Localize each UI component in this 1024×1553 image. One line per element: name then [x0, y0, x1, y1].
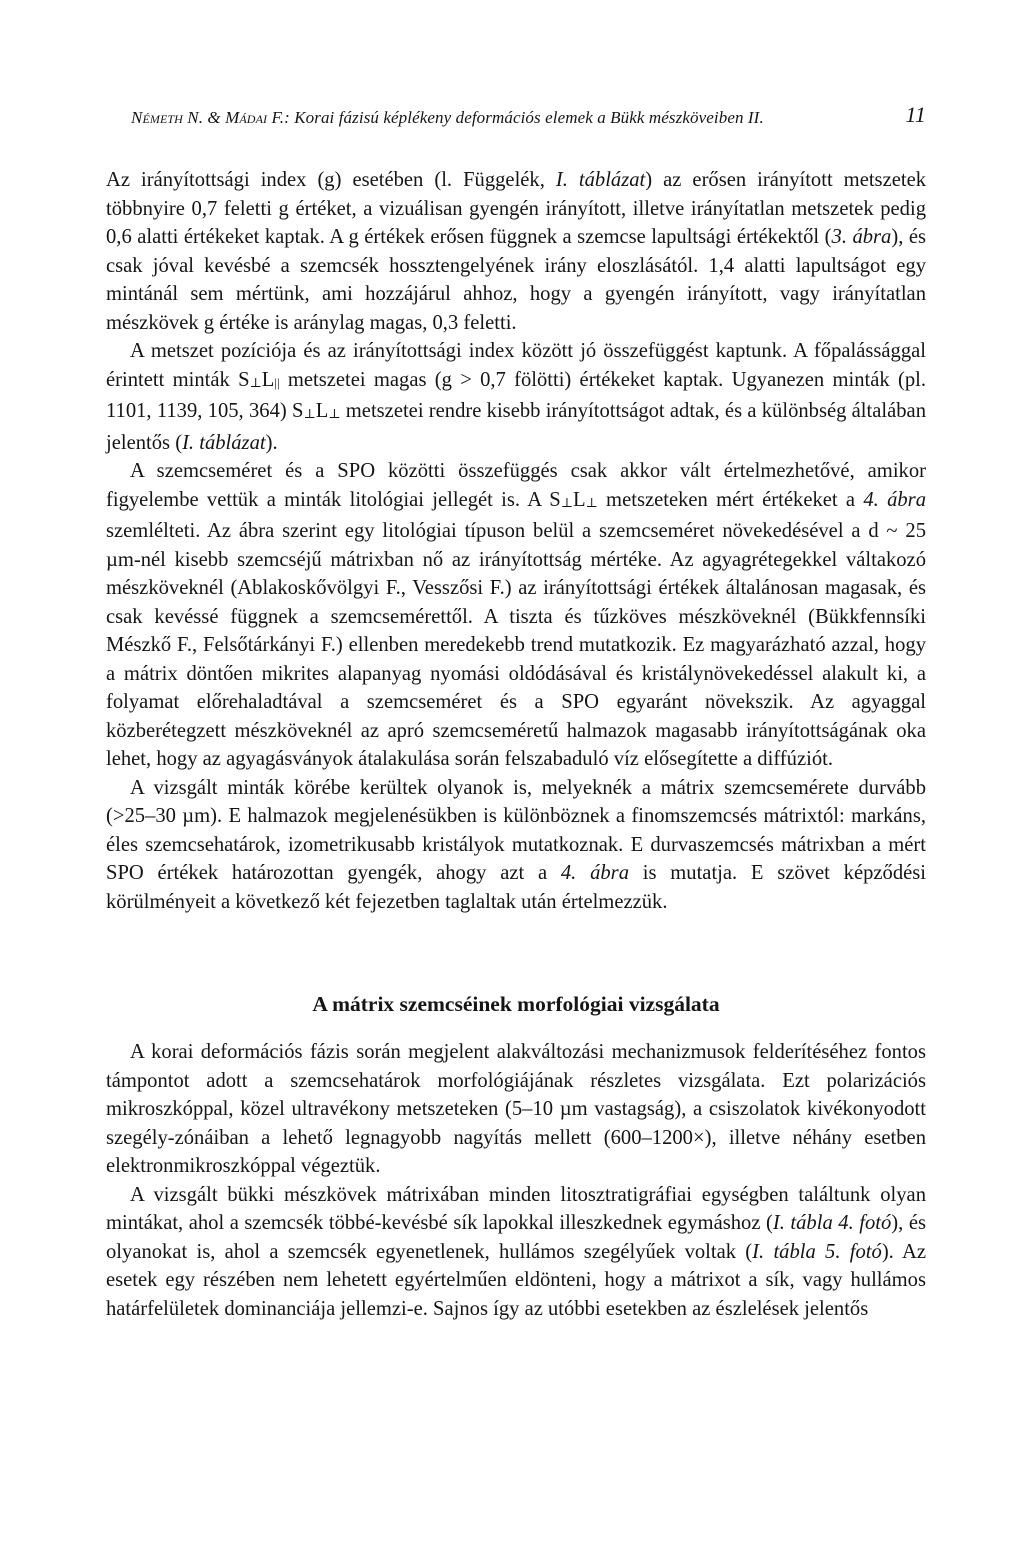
- text-run: ).: [265, 431, 278, 454]
- body-paragraphs: [106, 166, 926, 916]
- running-header: [106, 102, 926, 132]
- text-run: L: [261, 368, 275, 391]
- text-run: metszetei magas (g > 0,7 fölötti) értékeket kaptak. Ugyanezen minták (pl. 1101, 1139, 105, 364) S: [106, 368, 926, 422]
- text-run: L: [315, 400, 329, 422]
- italic-reference: 3. ábra: [831, 226, 892, 248]
- text-run: ). Az esetek egy részében nem lehetett egyértelműen eldönteni, hogy a mátrixot a sík, vagy hullámos határfelületek dominanciája jellemzi-e. Sajnos így az utóbbi esetekben az észlelések jelentős: [106, 1240, 926, 1320]
- subscript-symbol: ⊥: [303, 406, 316, 421]
- running-header-title: [131, 108, 764, 128]
- page-number: 11: [905, 102, 926, 127]
- section-paragraphs: [106, 1038, 926, 1323]
- paragraph: [106, 1038, 926, 1181]
- text-run: metszeteken mért értékeket a: [597, 488, 864, 511]
- article-body: [106, 166, 926, 1323]
- article-title: : Korai fázisú képlékeny deformációs elemek a Bükk mészköveiben II.: [284, 108, 764, 127]
- text-run: ), és olyanokat is, ahol a szemcsék egyenetlenek, hullámos szegélyűek voltak (: [106, 1212, 926, 1263]
- paragraph: [106, 457, 926, 774]
- subscript-symbol: ⊥: [328, 406, 341, 421]
- subscript-symbol: ||: [274, 374, 280, 390]
- author-1: Németh N.: [131, 108, 204, 127]
- italic-reference: 4. ábra: [560, 862, 629, 884]
- paragraph: [106, 166, 926, 337]
- text-run: ) az erősen irányított metszetek többnyire 0,7 feletti g értéket, a vizuálisan gyengén irányított, illetve irányítatlan metszetek pedig 0,6 alatti értékeket kaptak. A g értékek erősen függnek a szemcse lapultsági értékektől (: [106, 169, 927, 248]
- text-run: ), és csak jóval kevésbé a szemcsék hossztengelyének irány eloszlásától. 1,4 alatti lapultságot egy mintánál sem mértünk, ami hozzájárul ahhoz, hogy a gyengén irányított, vagy irányítatlan mészkövek g értéke is aránylag magas, 0,3 feletti.: [106, 226, 927, 334]
- paragraph: [106, 1181, 926, 1324]
- text-run: A szemcseméret és a SPO közötti összefüggés csak akkor vált értelmezhetővé, amikor figyelembe vettük a minták litológiai jellegét is. A S: [106, 460, 926, 511]
- text-run: L: [572, 488, 586, 511]
- author-connector: &: [203, 108, 226, 127]
- italic-reference: I. tábla 5. fotó: [752, 1240, 882, 1263]
- subscript-symbol: ⊥: [249, 374, 262, 390]
- italic-reference: I. tábla 4. fotó: [772, 1212, 892, 1234]
- text-run: A vizsgált minták körébe kerültek olyanok is, melyeknék a mátrix szemcsemérete durvább (>25–30 µm). E halmazok megjelenésükben is különböznek a finomszemcsés mátrixtól: markáns, éles szemcsehatárok, izometrikusabb kristályok mutatkoznak. E durvaszemcsés mátrixban a mért SPO értékek határozottan gyengék, ahogy azt a: [106, 776, 926, 884]
- subscript-symbol: ⊥: [585, 494, 598, 510]
- text-run: metszetei rendre kisebb irányítottságot adtak, és a különbség általában jelentős (: [106, 400, 926, 454]
- paragraph: [106, 774, 926, 917]
- text-run: szemlélteti. Az ábra szerint egy litológiai típuson belül a szemcseméret növekedésével a d ~ 25 µm-nél kisebb szemcséjű mátrixban nő az irányítottság mértéke. Az agyagrétegekkel váltakozó mészköveknél (Ablakoskővölgyi F., Vesszősi F.) az irányítottsági értékek általánosan magasak, és csak kevéssé függnek a szemcsemérettől. A tiszta és tűzköves mészköveknél (Bükkfennsíki Mészkő F., Felsőtárkányi F.) ellenben meredekebb trend mutatkozik. Ez magyarázható azzal, hogy a mátrix döntően mikrites alapanyag nyomási oldódásával és kristálynövekedéssel alakult ki, a folyamat előrehaladtával a szemcseméret és a SPO egyaránt növekszik. Az agyaggal közberétegzett mészköveknél az apró szemcseméretű halmazok magasabb irányítottságának oka lehet, hogy az agyagásványok átalakulása során felszabaduló víz elősegítette a diffúziót.: [106, 520, 926, 770]
- subscript-symbol: ⊥: [560, 494, 573, 510]
- text-run: Az irányítottsági index (g) esetében (l. Függelék,: [106, 169, 556, 191]
- italic-reference: 4. ábra: [863, 488, 926, 511]
- section-heading: A mátrix szemcséinek morfológiai vizsgálata: [312, 992, 720, 1016]
- text-run: is mutatja. E szövet képződési körülményeit a következő két fejezetben taglaltak után értelmezzük.: [106, 862, 926, 913]
- italic-reference: I. táblázat: [182, 431, 266, 454]
- text-run: A metszet pozíciója és az irányítottsági index között jó összefüggést kaptunk. A főpalássággal érintett minták S: [106, 340, 926, 391]
- italic-reference: I. táblázat: [555, 169, 646, 191]
- text-run: A vizsgált bükki mészkövek mátrixában minden litosztratigráfiai egységben találtunk olyan mintákat, ahol a szemcsék többé-kevésbé sík lapokkal illeszkednek egymáshoz (: [106, 1183, 926, 1234]
- text-run: A korai deformációs fázis során megjelent alakváltozási mechanizmusok felderítéséhez fontos támpontot adott a szemcsehatárok morfológiájának részletes vizsgálata. Ezt polarizációs mikroszkóppal, közel ultravékony metszeteken (5–10 µm vastagság), a csiszolatok kivékonyodott szegély-zónáiban a lehető legnagyobb nagyítás mellett (600–1200×), illetve néhány esetben elektronmikroszkóppal végeztük.: [106, 1041, 926, 1177]
- author-2: Mádai F.: [225, 108, 285, 127]
- paragraph: [106, 337, 926, 457]
